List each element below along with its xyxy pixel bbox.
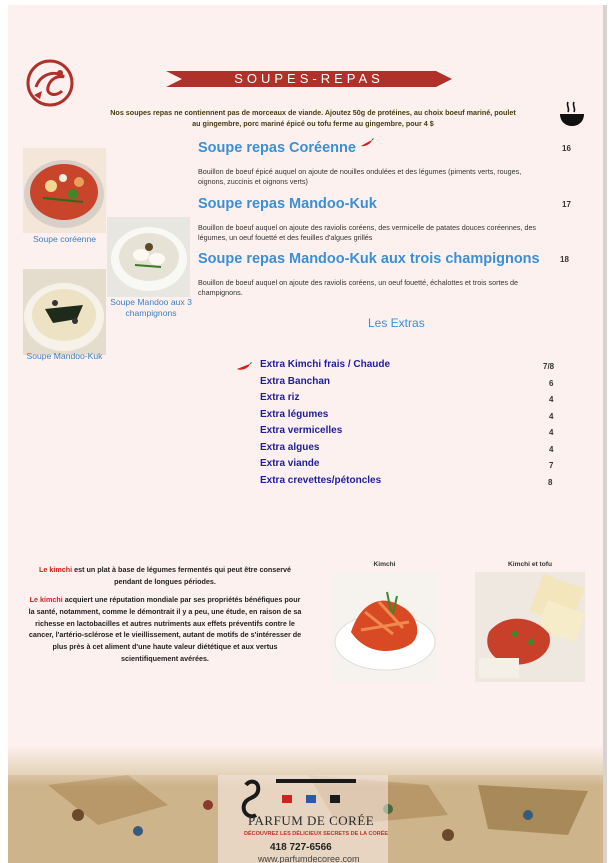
dish-price-mandoo-kuk: 17 <box>562 200 571 209</box>
kimchi-paragraph-1: Le kimchi est un plat à base de légumes fermentés qui peut être conservé pendant de longues périodes. <box>38 565 292 586</box>
soupe-coreenne-photo <box>23 148 106 233</box>
soupe-mandoo-kuk-photo <box>23 269 106 355</box>
extra-item-viande: Extra viande <box>260 458 320 469</box>
caption-soupe-coreenne: Soupe coréenne <box>32 234 97 244</box>
extra-price-kimchi: 7/8 <box>543 362 555 371</box>
menu-page <box>8 5 603 863</box>
extra-item-riz: Extra riz <box>260 392 300 403</box>
dish-price-coreenne: 16 <box>562 144 571 153</box>
dish-title-mandoo-kuk: Soupe repas Mandoo-Kuk <box>198 196 377 212</box>
dragon-logo-icon <box>24 57 76 109</box>
extra-item-legumes: Extra légumes <box>260 409 329 420</box>
extra-price-vermicelles: 4 <box>549 428 554 437</box>
dish-desc-mandoo-kuk-champignons: Bouillon de boeuf auquel on ajoute des raviolis coréens, un oeuf fouetté, échalottes et trois sortes de champignons. <box>198 278 519 297</box>
dish-desc-coreenne: Bouillon de boeuf épicé auquel on ajoute de nouilles ondulées et des légumes (piments verts, rouges, oignons, zuccinis et oignons verts) <box>198 167 522 186</box>
extra-price-legumes: 4 <box>549 412 554 421</box>
page-title: SOUPES-REPAS <box>234 71 384 86</box>
extra-item-kimchi: Extra Kimchi frais / Chaude <box>260 359 391 370</box>
brand-tagline: DÉCOUVREZ LES DÉLICIEUX SECRETS DE LA CORÉE <box>244 831 389 837</box>
kimchi-keyword: Le kimchi <box>29 595 63 604</box>
extra-price-banchan: 6 <box>549 379 554 388</box>
page-shadow <box>603 5 607 863</box>
brand-name: PARFUM DE CORÉE <box>248 813 375 828</box>
chili-pepper-icon <box>236 362 252 372</box>
caption-soupe-mandoo-kuk: Soupe Mandoo-Kuk <box>26 351 103 361</box>
caption-soupe-mandoo-champignons: Soupe Mandoo aux 3 champignons <box>110 297 192 318</box>
kimchi-tofu-photo-caption: Kimchi et tofu <box>508 561 552 568</box>
website-link[interactable]: www.parfumdecoree.com <box>258 854 360 863</box>
extra-price-crevettes: 8 <box>548 478 553 487</box>
kimchi-tofu-photo <box>475 572 585 682</box>
extra-item-banchan: Extra Banchan <box>260 376 331 387</box>
dish-title-mandoo-kuk-champignons: Soupe repas Mandoo-Kuk aux trois champignons <box>198 251 540 267</box>
soup-bowl-icon <box>558 100 586 128</box>
extra-price-algues: 4 <box>549 445 554 454</box>
kimchi-photo <box>331 572 438 682</box>
chili-pepper-icon <box>360 138 374 148</box>
extra-price-riz: 4 <box>549 395 554 404</box>
dish-desc-mandoo-kuk: Bouillon de boeuf auquel on ajoute des raviolis coréens, des vermicelle de patates douces coréennes, des légumes, un oeuf fouetté et des feuilles d'algues grillés <box>198 223 537 242</box>
extra-item-vermicelles: Extra vermicelles <box>260 425 343 436</box>
kimchi-paragraph-2: Le kimchi acquiert une réputation mondiale par ses propriétés bénéfiques pour la santé, notamment, comme le démontrait il y a peu, une étude, en raison de sa richesse en lactobacilles et autres nutriments aux effets préventifs contre le cancer, l'artério-sclérose et le vieillissement, autant de motifs de s'intéresser de plus près à cet aliment d'une haute valeur diététique et aux vertus scientifiquement avérées. <box>28 595 302 663</box>
phone-number: 418 727-6566 <box>270 842 332 853</box>
extra-item-algues: Extra algues <box>260 442 320 453</box>
kimchi-keyword: Le kimchi <box>38 565 73 574</box>
dish-title-coreenne: Soupe repas Coréenne <box>198 140 374 156</box>
extra-item-crevettes: Extra crevettes/pétoncles <box>260 475 382 486</box>
kimchi-photo-caption: Kimchi <box>373 561 396 568</box>
extra-price-viande: 7 <box>549 461 554 470</box>
intro-text: Nos soupes repas ne contiennent pas de morceaux de viande. Ajoutez 50g de protéines, au choix boeuf mariné, poulet au gingembre, porc mariné épicé ou tofu ferme au gingembre, pour 4 $ <box>110 108 516 128</box>
dish-price-mandoo-kuk-champignons: 18 <box>560 255 569 264</box>
soupe-mandoo-trois-champignons-photo <box>107 217 190 297</box>
extras-heading: Les Extras <box>368 316 425 330</box>
